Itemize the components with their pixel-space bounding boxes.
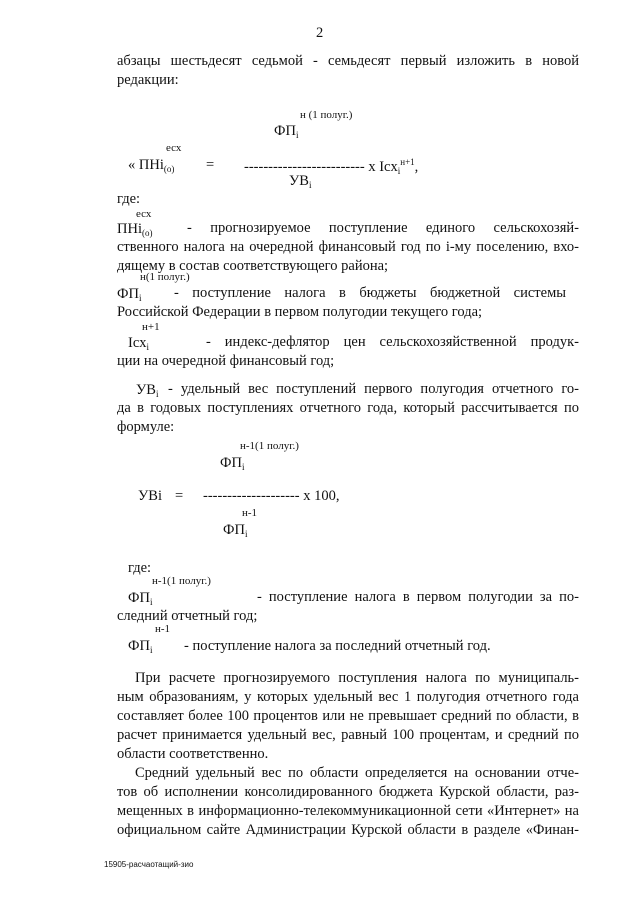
formula1-num-sub: i (295, 130, 299, 140)
uv-text-rest (117, 399, 579, 437)
para2-line: тов об исполнении консолидированного бюджета Курской области, раз- (117, 784, 579, 800)
formula1-den-symbol: УВ (289, 173, 309, 189)
where-label: где: (117, 191, 141, 207)
def2-line: Российской Федерации в первом полугодии текущего года; (117, 304, 483, 320)
para1-line: расчет принимается удельный вес, равный 100 процентам, и средний по (117, 727, 579, 743)
intro-line: редакции: (117, 72, 179, 88)
footer-code: 15905-расчаотащий-зио (104, 860, 194, 869)
para1-line: составляет более 100 процентов или не превышает средний по области, в (117, 708, 579, 724)
def1-sup: есх (136, 208, 152, 220)
formula2-num-sub: i (241, 462, 245, 472)
formula2-den-symbol: ФП (223, 522, 245, 538)
def4-sub: i (149, 597, 153, 607)
formula1-lhs-sub: (о) (163, 164, 175, 174)
formula1-tail-sup: н+1 (400, 157, 415, 167)
def5-text: - поступление налога за последний отчетный год. (184, 638, 491, 654)
def4-sup: н-1(1 полуг.) (152, 575, 211, 587)
formula1-num-sup: н (1 полуг.) (300, 109, 353, 121)
uv-line: да в годовых поступлениях отчетного года, который рассчитывается по (117, 400, 579, 416)
def3-sym: Icx (128, 335, 147, 351)
def4-sym: ФП (128, 590, 150, 606)
intro-line: абзацы шестьдесят седьмой - семьдесят первый изложить в новой (117, 53, 579, 69)
formula1-lhs (128, 158, 174, 174)
def3-symbol (128, 336, 149, 352)
uv-sym: УВ (136, 382, 156, 398)
formula1-den-sub: i (308, 180, 312, 190)
formula1-bar-tail: ------------------------- х Icx (244, 159, 398, 175)
def2-symbol (117, 287, 141, 303)
uv-line: формуле: (117, 419, 175, 435)
def2-sub: i (138, 293, 142, 303)
uv-sub: i (155, 389, 159, 399)
formula1-equals: = (206, 157, 215, 173)
def1-sub: (о) (141, 228, 153, 238)
formula1-denominator (289, 174, 311, 190)
def3-line: - индекс-дефлятор цен сельскохозяйственной продук- (206, 334, 579, 350)
def1-line: - прогнозируемое поступление единого сельскохозяй- (187, 220, 579, 236)
def4-line: следний отчетный год; (117, 608, 258, 624)
formula1-num-symbol: ФП (274, 123, 296, 139)
formula2-fraction-line: -------------------- х 100, (203, 488, 340, 504)
def5-sup: н-1 (155, 623, 171, 635)
formula1-lhs-symbol: « ПНi (128, 157, 164, 173)
formula2-num-symbol: ФП (220, 455, 242, 471)
def3-sup: н+1 (142, 321, 160, 333)
intro-paragraph (117, 52, 579, 90)
formula1-tail-sub: i (397, 166, 401, 176)
def3-text-rest (117, 352, 579, 371)
def3-sub: i (146, 342, 150, 352)
def2-text-rest (117, 303, 579, 322)
para1-line: области соответственно. (117, 746, 269, 762)
paragraph-calculation (117, 669, 579, 764)
def5-sub: i (149, 645, 153, 655)
formula1-lhs-sup: есх (166, 142, 182, 154)
formula1-tail-end: , (414, 159, 419, 175)
def2-sup: н(1 полуг.) (140, 271, 190, 283)
para2-line: официальном сайте Администрации Курской области в разделе «Финан- (117, 822, 579, 838)
para1-line: При расчете прогнозируемого поступления налога по муниципаль- (135, 670, 579, 686)
def4-symbol (128, 591, 152, 607)
where-label: где: (128, 560, 152, 576)
def5-symbol (128, 639, 152, 655)
def3-line: ции на очередной финансовый год; (117, 353, 335, 369)
uv-symbol (136, 383, 158, 399)
formula2-numerator (220, 456, 244, 472)
formula2-denominator (223, 523, 247, 539)
formula2-den-sup: н-1 (242, 507, 258, 519)
def3-text-first (206, 333, 579, 352)
formula2-num-sup: н-1(1 полуг.) (240, 440, 299, 452)
uv-line: - удельный вес поступлений первого полугодия отчетного го- (168, 381, 579, 397)
def4-text-first (257, 588, 579, 607)
formula2-lhs: УВi (138, 488, 162, 504)
def1-line: ственного налога на очередной финансовый год по i-му поселению, вхо- (117, 239, 579, 255)
formula2-den-sub: i (244, 529, 248, 539)
def5-sym: ФП (128, 638, 150, 654)
page-number: 2 (316, 25, 324, 41)
def2-sym: ФП (117, 286, 139, 302)
formula1-fraction-line (244, 158, 418, 176)
paragraph-average (117, 764, 579, 840)
formula2-equals: = (175, 488, 184, 504)
def2-line: - поступление налога в бюджеты бюджетной системы (174, 285, 566, 301)
def2-text-first (174, 284, 566, 303)
para2-line: Средний удельный вес по области определяется на основании отче- (135, 765, 579, 781)
para1-line: ным образованиям, у которых удельный вес 1 полугодия отчетного года (117, 689, 579, 705)
def1-symbol (117, 222, 152, 238)
para2-line: мещенных в информационно-телекоммуникационной сети «Интернет» на (117, 803, 579, 819)
def4-text-rest (117, 607, 579, 626)
formula1-numerator (274, 124, 298, 140)
def1-text-first (187, 219, 579, 238)
def4-line: - поступление налога в первом полугодии за по- (257, 589, 579, 605)
def1-sym: ПНi (117, 221, 142, 237)
uv-text-first (168, 380, 579, 399)
def1-line: дящему в состав соответствующего района; (117, 258, 389, 274)
